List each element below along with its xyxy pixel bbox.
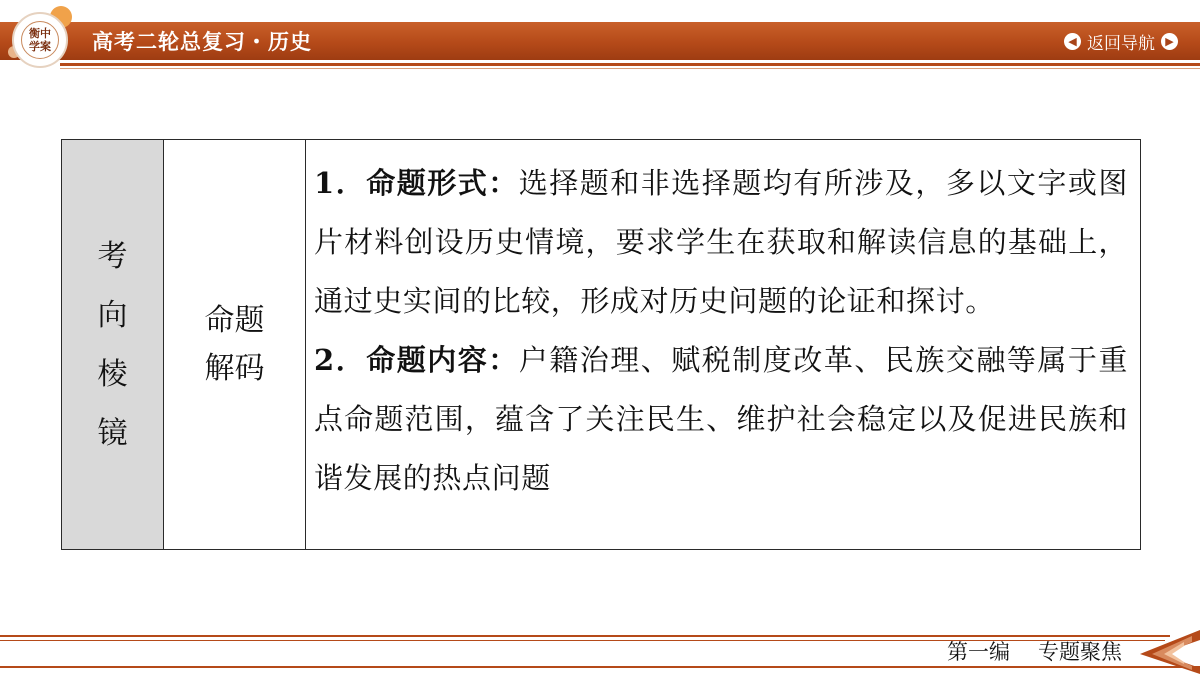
item-number: 2 (314, 343, 335, 377)
item-text: 户籍治理、赋税制度改革、民族交融等属于重点命题范围，蕴含了关注民生、维护社会稳定以及促进民族和谐发展的热点问题 (314, 343, 1128, 495)
category-char: 考 (97, 238, 128, 274)
footer-section-label (947, 639, 1122, 665)
header-divider (60, 63, 1200, 66)
description-item: 2．命题内容：户籍治理、赋税制度改革、民族交融等属于重点命题范围，蕴含了关注民生、维护社会稳定以及促进民族和谐发展的热点问题 (314, 343, 1128, 495)
back-navigation-label[interactable]: 返回导航 (1087, 33, 1155, 54)
category-char: 镜 (97, 415, 128, 451)
subcategory-line: 命题 (204, 302, 265, 338)
course-title: 高考二轮总复习・历史 (92, 30, 312, 54)
description-cell (306, 140, 1140, 549)
header-divider-thin (60, 68, 1200, 69)
category-char: 棱 (97, 356, 128, 392)
subcategory-cell (164, 140, 306, 549)
logo-text-top: 衡中 (29, 27, 51, 40)
subcategory-line: 解码 (204, 350, 265, 386)
footer-part: 第一编 (947, 640, 1010, 664)
footer-baseline (0, 666, 1200, 668)
category-cell (62, 140, 164, 549)
footer-divider (0, 635, 1170, 637)
item-text: 选择题和非选择题均有所涉及，多以文字或图片材料创设历史情境，要求学生在获取和解读信息的基础上，通过史实间的比较，形成对历史问题的论证和探讨。 (314, 166, 1128, 318)
content-table (61, 139, 1141, 550)
chevron-right-circle-icon[interactable]: ▶ (1161, 33, 1178, 50)
back-navigation-button[interactable] (1064, 28, 1178, 54)
logo (6, 6, 70, 70)
footer-section: 专题聚焦 (1038, 640, 1122, 664)
description-item: 1．命题形式：选择题和非选择题均有所涉及，多以文字或图片材料创设历史情境，要求学生在获取和解读信息的基础上，通过史实间的比较，形成对历史问题的论证和探讨。 (314, 166, 1128, 318)
item-heading: 命题内容： (366, 343, 519, 377)
logo-emblem (21, 21, 59, 59)
item-number: 1 (314, 166, 335, 200)
chevron-left-circle-icon[interactable]: ◀ (1064, 33, 1081, 50)
logo-text-bottom: 学案 (29, 40, 51, 53)
category-char: 向 (97, 297, 128, 333)
item-heading: 命题形式： (366, 166, 519, 200)
double-chevron-left-icon[interactable] (1130, 622, 1200, 674)
